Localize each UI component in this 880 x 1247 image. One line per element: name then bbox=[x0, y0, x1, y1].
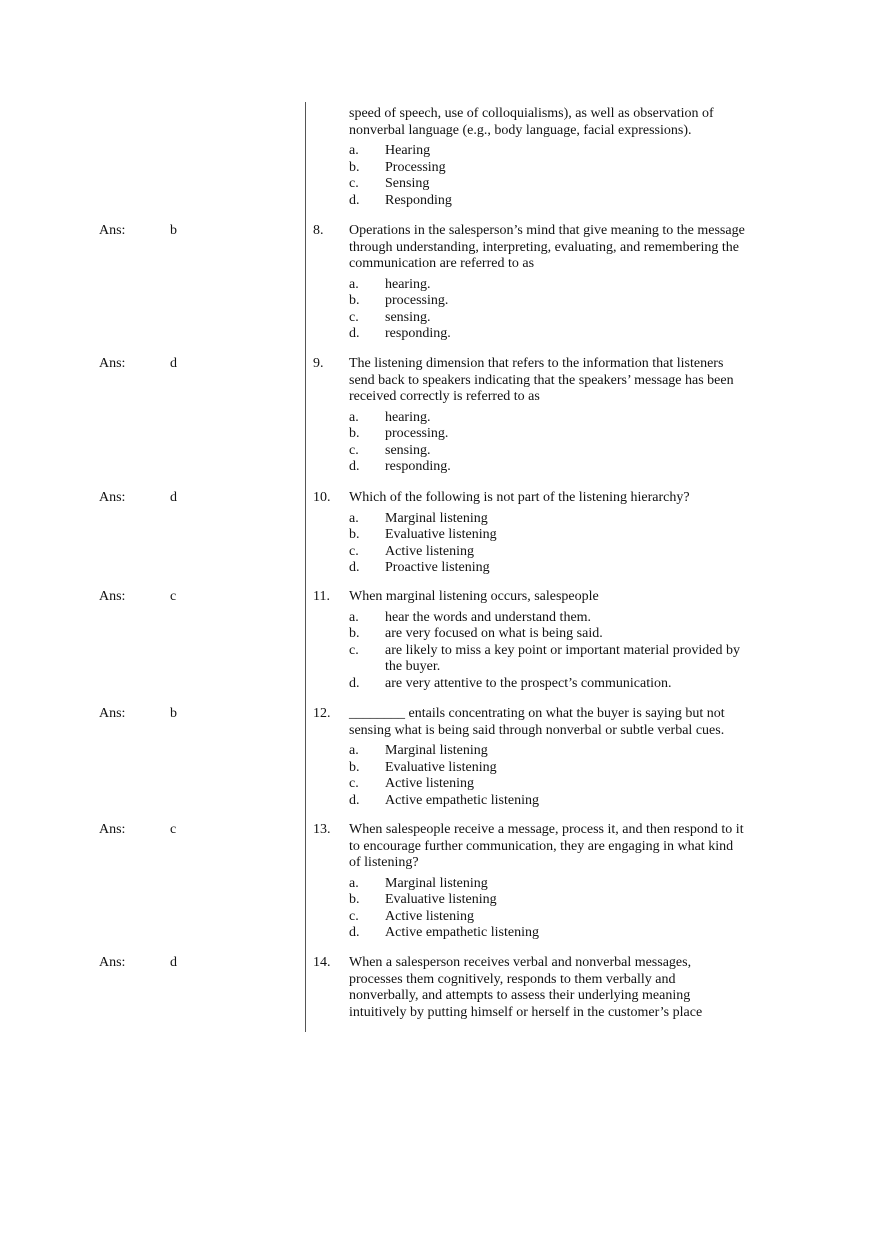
option-letter: d. bbox=[349, 192, 360, 208]
option bbox=[349, 676, 747, 693]
answer-label: Ans: bbox=[99, 706, 126, 721]
option-letter: c. bbox=[349, 543, 359, 559]
answer-label: Ans: bbox=[99, 356, 126, 371]
option bbox=[349, 277, 747, 294]
question-stem: Which of the following is not part of the listening hierarchy? bbox=[349, 490, 690, 505]
option-text: Active listening bbox=[385, 908, 475, 924]
option-text: sensing. bbox=[385, 309, 431, 325]
question-number: 12. bbox=[313, 706, 331, 721]
option-text: are very focused on what is being said. bbox=[385, 626, 603, 641]
option-text: Hearing bbox=[385, 143, 431, 158]
option bbox=[349, 527, 747, 544]
option-letter: a. bbox=[349, 510, 359, 526]
option-letter: d. bbox=[349, 925, 360, 940]
answer-key: c bbox=[170, 822, 177, 837]
answer-label: Ans: bbox=[99, 490, 126, 505]
option-text: are very attentive to the prospect’s communication. bbox=[385, 675, 672, 691]
question-stem-continued: speed of speech, use of colloquialisms), as well as observation of nonverbal language (e.g., body language, facial expressions). bbox=[349, 106, 714, 138]
answer-key: c bbox=[170, 589, 177, 604]
option bbox=[349, 743, 747, 760]
option-text: responding. bbox=[385, 326, 451, 341]
option-letter: c. bbox=[349, 908, 359, 924]
answer-label: Ans: bbox=[99, 955, 126, 970]
option-text: hear the words and understand them. bbox=[385, 609, 592, 625]
option-text: are likely to miss a key point or important material provided by the buyer. bbox=[385, 642, 740, 674]
option-text: Active empathetic listening bbox=[385, 792, 539, 808]
option-text: Active listening bbox=[385, 543, 475, 559]
option-letter: d. bbox=[349, 560, 360, 575]
option-text: Processing bbox=[385, 159, 446, 175]
option-letter: d. bbox=[349, 459, 360, 474]
option bbox=[349, 793, 747, 810]
option bbox=[349, 459, 747, 476]
answer-key: b bbox=[170, 223, 177, 238]
option bbox=[349, 511, 747, 528]
option-text: processing. bbox=[385, 426, 449, 441]
question-stem: When a salesperson receives verbal and nonverbal messages, processes them cognitively, responds to them verbally and nonverbally, and attempts to assess their underlying meaning intuitively by putting himself or herself in the customer’s place bbox=[349, 955, 703, 1020]
option-letter: d. bbox=[349, 792, 360, 808]
answer-label: Ans: bbox=[99, 822, 126, 837]
option-letter: b. bbox=[349, 759, 360, 775]
answer-label: Ans: bbox=[99, 223, 126, 238]
question-stem: ________ entails concentrating on what the buyer is saying but not sensing what is being said through nonverbal or subtle verbal cues. bbox=[349, 706, 725, 738]
question-stem: The listening dimension that refers to the information that listeners send back to speakers indicating that the speakers’ message has been received correctly is referred to as bbox=[349, 356, 734, 404]
option-letter: a. bbox=[349, 609, 359, 625]
question-number: 11. bbox=[313, 589, 330, 604]
question-stem: When salespeople receive a message, process it, and then respond to it to encourage further communication, they are engaging in what kind of listening? bbox=[349, 822, 744, 870]
option bbox=[349, 426, 747, 443]
question-number: 14. bbox=[313, 955, 331, 970]
option-letter: c. bbox=[349, 176, 359, 191]
option-text: Active empathetic listening bbox=[385, 925, 539, 940]
answer-key: d bbox=[170, 490, 177, 505]
option bbox=[349, 310, 747, 327]
question-stem: Operations in the salesperson’s mind that give meaning to the message through understanding, interpreting, evaluating, and remembering the communication are referred to as bbox=[349, 223, 745, 271]
option bbox=[349, 876, 747, 893]
option bbox=[349, 443, 747, 460]
option-text: hearing. bbox=[385, 276, 431, 292]
option-letter: b. bbox=[349, 626, 360, 641]
option bbox=[349, 776, 747, 793]
option bbox=[349, 410, 747, 427]
answer-label: Ans: bbox=[99, 589, 126, 604]
option bbox=[349, 643, 747, 676]
option-letter: a. bbox=[349, 143, 359, 158]
option-text: Marginal listening bbox=[385, 875, 488, 891]
option-letter: c. bbox=[349, 642, 359, 658]
option bbox=[349, 326, 747, 343]
option-text: Sensing bbox=[385, 176, 430, 191]
option-text: Responding bbox=[385, 192, 452, 208]
option-letter: b. bbox=[349, 159, 360, 175]
option-letter: c. bbox=[349, 776, 359, 791]
option-text: Evaluative listening bbox=[385, 527, 497, 542]
option bbox=[349, 293, 747, 310]
option-text: Evaluative listening bbox=[385, 892, 497, 907]
option-letter: a. bbox=[349, 276, 359, 292]
option bbox=[349, 160, 749, 177]
option-letter: b. bbox=[349, 426, 360, 441]
option-text: Evaluative listening bbox=[385, 759, 497, 775]
option-letter: d. bbox=[349, 326, 360, 341]
option bbox=[349, 909, 747, 926]
question-number: 9. bbox=[313, 356, 324, 371]
option-text: Marginal listening bbox=[385, 743, 488, 758]
option-text: Marginal listening bbox=[385, 510, 488, 526]
option-letter: c. bbox=[349, 442, 359, 458]
option bbox=[349, 610, 747, 627]
column-divider bbox=[305, 102, 306, 1032]
option-letter: d. bbox=[349, 675, 360, 691]
option bbox=[349, 143, 749, 160]
option-letter: c. bbox=[349, 309, 359, 325]
option-letter: b. bbox=[349, 293, 360, 308]
option bbox=[349, 925, 747, 942]
question-number: 8. bbox=[313, 223, 324, 238]
question-number: 13. bbox=[313, 822, 331, 837]
option-letter: a. bbox=[349, 875, 359, 891]
option-letter: b. bbox=[349, 892, 360, 907]
option-letter: a. bbox=[349, 409, 359, 425]
option bbox=[349, 544, 747, 561]
option bbox=[349, 176, 749, 193]
option bbox=[349, 560, 747, 577]
question-continuation bbox=[349, 106, 749, 209]
option bbox=[349, 626, 747, 643]
option-text: processing. bbox=[385, 293, 449, 308]
option bbox=[349, 193, 749, 210]
answer-key: d bbox=[170, 955, 177, 970]
option-text: Proactive listening bbox=[385, 560, 490, 575]
question-number: 10. bbox=[313, 490, 331, 505]
option bbox=[349, 760, 747, 777]
option-text: responding. bbox=[385, 459, 451, 474]
question-stem: When marginal listening occurs, salespeople bbox=[349, 589, 599, 604]
answer-key: b bbox=[170, 706, 177, 721]
option-letter: b. bbox=[349, 527, 360, 542]
option-text: hearing. bbox=[385, 409, 431, 425]
option-text: Active listening bbox=[385, 776, 475, 791]
answer-key: d bbox=[170, 356, 177, 371]
option-letter: a. bbox=[349, 743, 359, 758]
option bbox=[349, 892, 747, 909]
option-text: sensing. bbox=[385, 442, 431, 458]
